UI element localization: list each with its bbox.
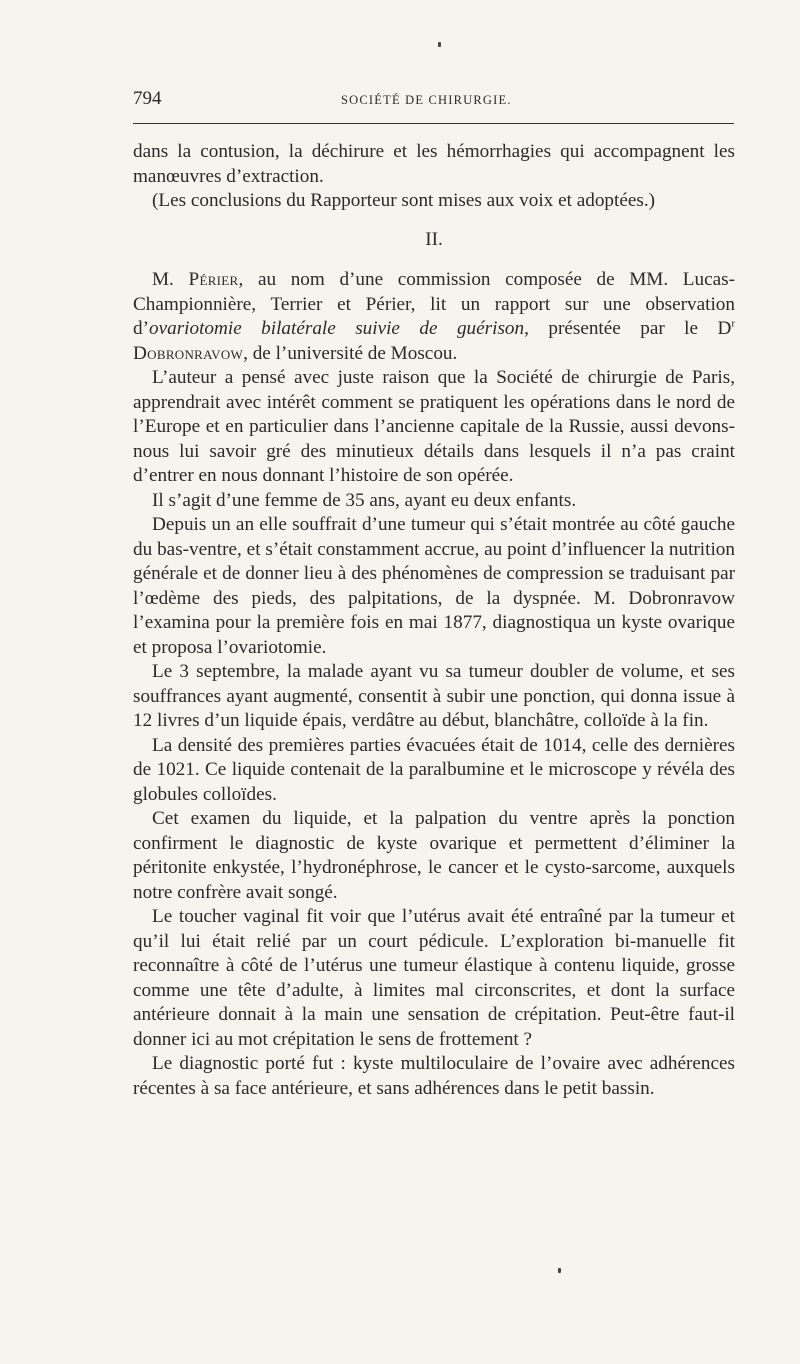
paragraph-7: Le 3 septembre, la malade ayant vu sa tumeur doubler de volume, et ses souffrances ayant augmenté, consentit à subir une ponction, qui donna issue à 12 livres d’un liquide épais, verdâtre au début, blanchâtre, colloïde à la fin. xyxy=(133,661,735,731)
paragraph-8: La densité des premières parties évacuées était de 1014, celle des dernières de 1021. Ce liquide contenait de la paralbumine et le microscope y révéla des globules colloïdes. xyxy=(133,734,735,805)
paragraph-6: Depuis un an elle souffrait d’une tumeur qui s’était montrée au côté gauche du bas-ventre, et s’était constamment accrue, au point d’influencer la nutrition générale et de donner lieu à des phénomènes de compression se traduisant par l’œdème des pieds, des palpitations, de la dyspnée. M. Dobronravow l’examina pour la première fois en mai 1877, diagnostiqua un kyste ovarique et proposa l’ovariotomie. xyxy=(133,514,735,658)
paragraph-9: Cet examen du liquide, et la palpation du ventre après la ponction confirment le diagnostic de kyste ovarique et permettent d’éliminer la péritonite enkystée, l’hydronéphrose, le cancer et le cysto-sarcome, auxquels notre confrère avait songé. xyxy=(133,808,735,903)
paragraph-11: Le diagnostic porté fut : kyste multiloculaire de l’ovaire avec adhérences récentes à sa face antérieure, et sans adhérences dans le petit bassin. xyxy=(133,1053,735,1099)
p3-text-c: , de l’université de Moscou. xyxy=(243,342,458,364)
paragraph-1: dans la contusion, la déchirure et les hémorrhagies qui accompagnent les manœuvres d’extraction. xyxy=(133,141,735,187)
header-rule xyxy=(133,123,734,124)
paragraph-4: L’auteur a pensé avec juste raison que la Société de chirurgie de Paris, apprendrait avec intérêt comment se pratiquent les opérations dans le nord de l’Europe et en particulier dans l’ancienne capitale de la Russie, aussi devons-nous lui savoir gré des minutieux détails dans lesquels il n’a pas craint d’entrer en nous donnant l’histoire de son opérée. xyxy=(133,367,735,486)
ink-speck xyxy=(558,1268,561,1273)
author-name-perier: Périer xyxy=(188,269,239,290)
paragraph-5: Il s’agit d’une femme de 35 ans, ayant eu deux enfants. xyxy=(152,489,577,511)
dr-superscript: r xyxy=(731,317,735,330)
section-numeral: II. xyxy=(425,228,443,250)
page-number: 794 xyxy=(133,88,162,109)
ink-speck xyxy=(438,42,441,47)
observation-title: ovariotomie bilatérale suivie de guérison xyxy=(148,318,525,339)
p3-m: M. xyxy=(152,269,174,290)
body-text xyxy=(133,140,735,1101)
paragraph-10: Le toucher vaginal fit voir que l’utérus avait été entraîné par la tumeur et qu’il lui était relié par un court pédicule. L’exploration bi-manuelle fit reconnaître à côté de l’utérus une tumeur élastique à contenu liquide, grosse comme une tête d’adulte, à limites mal circonscrites, et dont la surface antérieure donnait à la main une sensation de crépitation. Peut-être faut-il donner ici au mot crépitation le sens de frottement ? xyxy=(133,906,735,1050)
paragraph-3 xyxy=(133,268,735,366)
running-title: SOCIÉTÉ DE CHIRURGIE. xyxy=(341,93,512,107)
page-header xyxy=(133,88,733,114)
p3-text-a: , au nom d’une commission composée de MM. Lucas-Championnière, Terrier et Périer, lit un rapport sur une observation d’ xyxy=(133,269,736,339)
author-name-dobronravow: Dobronravow xyxy=(133,342,244,364)
p3-text-b: , présentée par le D xyxy=(524,318,732,339)
paragraph-2: (Les conclusions du Rapporteur sont mises aux voix et adoptées.) xyxy=(152,190,656,211)
